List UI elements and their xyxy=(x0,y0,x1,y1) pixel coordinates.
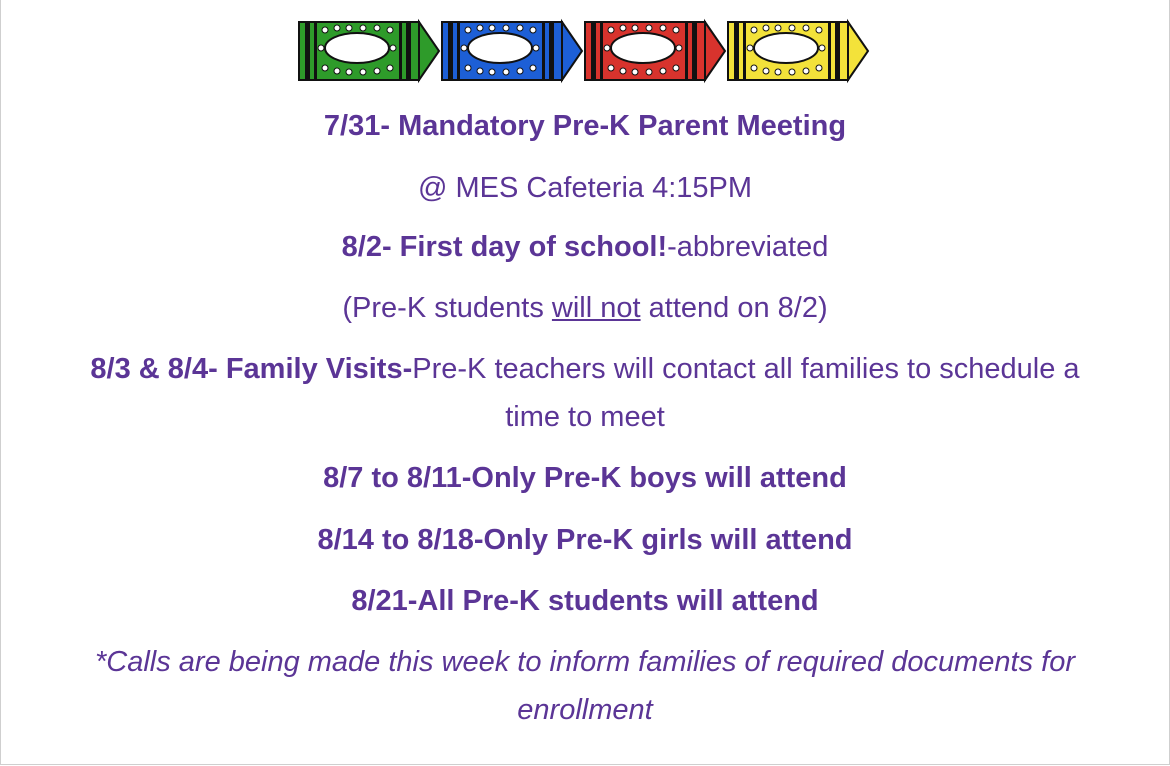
green-crayon xyxy=(299,22,439,80)
family-visits-rest: Pre-K teachers will contact all families to schedule a xyxy=(412,353,1080,385)
event-all-attend xyxy=(0,585,1170,617)
event-family-visits xyxy=(0,353,1170,385)
event-girls-attend xyxy=(0,524,1170,556)
event-first-day xyxy=(0,231,1170,263)
yellow-crayon xyxy=(728,22,868,80)
first-day-rest: -abbreviated xyxy=(667,231,829,263)
footnote-line2 xyxy=(0,694,1170,726)
blue-crayon xyxy=(442,22,582,80)
event-first-day-note xyxy=(0,292,1170,324)
note-underlined: will not xyxy=(551,292,641,324)
location-text: @ MES Cafeteria 4:15PM xyxy=(417,172,753,204)
footnote-text-1: *Calls are being made this week to inform families of required documents for xyxy=(94,646,1075,678)
boys-attend-text: 8/7 to 8/11-Only Pre-K boys will attend xyxy=(323,462,847,494)
note-part-b: attend on 8/2) xyxy=(640,292,828,324)
family-visits-rest2: time to meet xyxy=(505,401,665,433)
girls-attend-text: 8/14 to 8/18-Only Pre-K girls will attend xyxy=(317,524,853,556)
footnote-text-2: enrollment xyxy=(517,694,653,726)
note-part-a: (Pre-K students xyxy=(342,292,552,324)
first-day-bold: 8/2- First day of school! xyxy=(341,231,668,263)
all-attend-text: 8/21-All Pre-K students will attend xyxy=(351,585,819,617)
crayon-banner xyxy=(297,18,872,84)
event-parent-meeting-text: 7/31- Mandatory Pre-K Parent Meeting xyxy=(323,110,847,142)
event-parent-meeting-location xyxy=(0,172,1170,204)
event-boys-attend xyxy=(0,462,1170,494)
event-family-visits-cont xyxy=(0,401,1170,433)
family-visits-bold: 8/3 & 8/4- Family Visits- xyxy=(90,353,413,385)
red-crayon xyxy=(585,22,725,80)
event-parent-meeting xyxy=(0,110,1170,142)
footnote-line1 xyxy=(0,646,1170,678)
